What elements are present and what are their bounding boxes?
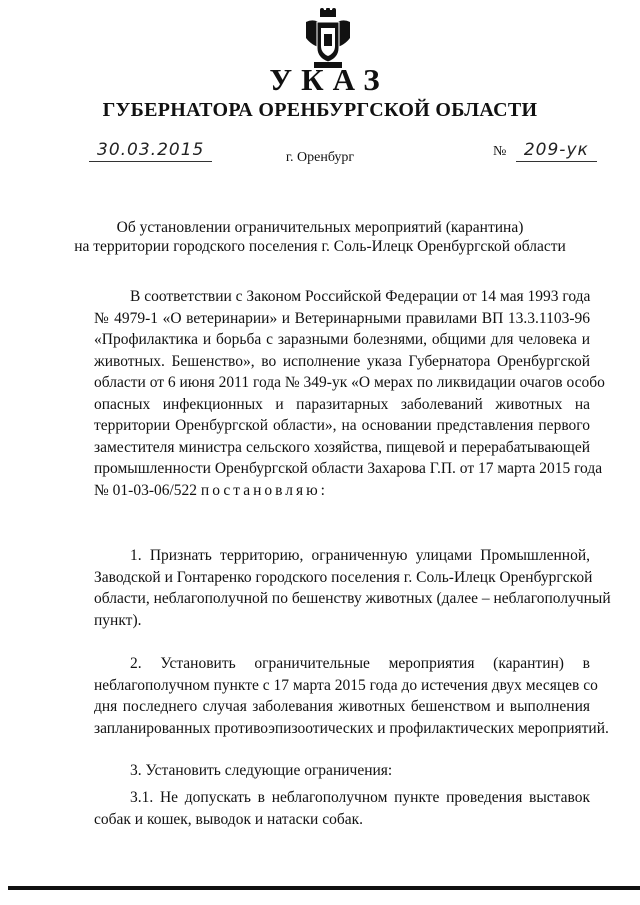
subject-line: Об установлении ограничительных мероприятий (карантина) bbox=[116, 219, 524, 236]
document-city: г. Оренбург bbox=[285, 150, 355, 165]
item-2-paragraph bbox=[94, 653, 609, 739]
text-line: территории Оренбургской области», на основании представления первого bbox=[94, 417, 590, 434]
text-line: 3.1. Не допускать в неблагополучном пункте проведения выставок bbox=[130, 789, 590, 806]
text-line: Заводской и Гонтаренко городского поселения г. Соль-Илецк Оренбургской bbox=[94, 568, 593, 586]
text-line: промышленности Оренбургской области Захарова Г.П. от 17 марта 2015 года bbox=[94, 460, 603, 477]
document-subject bbox=[60, 218, 580, 256]
number-value: 209-ук bbox=[516, 140, 597, 162]
text-line bbox=[94, 480, 590, 502]
text-line: 3. Установить следующие ограничения: bbox=[130, 762, 393, 779]
date-value: 30.03.2015 bbox=[89, 140, 212, 162]
number-label: № bbox=[493, 144, 507, 159]
item-1-paragraph bbox=[94, 545, 611, 631]
text-line: запланированных противоэпизоотических и профилактических мероприятий. bbox=[94, 719, 609, 737]
text-line: области от 6 июня 2011 года № 349-ук «О мерах по ликвидации очагов особо bbox=[94, 374, 605, 391]
text-line: заместителя министра сельского хозяйства, пищевой и перерабатывающей bbox=[94, 438, 590, 456]
text-line: «Профилактика и борьба с заразными болезнями, общими для человека и bbox=[94, 331, 590, 348]
item-3-1-paragraph bbox=[94, 787, 590, 830]
decree-reference: № 01-03-06/522 bbox=[94, 481, 201, 499]
document-subtitle: ГУБЕРНАТОРА ОРЕНБУРГСКОЙ ОБЛАСТИ bbox=[102, 99, 538, 121]
preamble-paragraph bbox=[94, 286, 605, 501]
text-line: 2. Установить ограничительные мероприятия (карантин) в bbox=[130, 655, 590, 672]
document-title: УКАЗ bbox=[269, 62, 389, 97]
text-line: дня последнего случая заболевания животных бешенством и выполнения bbox=[94, 698, 590, 715]
decree-verb: постановляю: bbox=[200, 481, 328, 499]
text-line: области, неблагополучной по бешенству животных (далее – неблагополучный bbox=[94, 590, 611, 607]
item-3-paragraph bbox=[94, 760, 590, 782]
text-line: 1. Признать территорию, ограниченную улицами Промышленной, bbox=[130, 547, 590, 564]
document-number bbox=[493, 140, 597, 162]
text-line: № 4979-1 «О ветеринарии» и Ветеринарными правилами ВП 13.3.1103-96 bbox=[94, 309, 590, 327]
coat-of-arms-icon bbox=[302, 8, 354, 70]
page-bottom-rule bbox=[8, 886, 640, 890]
text-line: животных. Бешенство», во исполнение указа Губернатора Оренбургской bbox=[94, 352, 590, 370]
text-line: опасных инфекционных и паразитарных заболеваний животных на bbox=[94, 395, 590, 413]
text-line: В соответствии с Законом Российской Федерации от 14 мая 1993 года bbox=[130, 288, 591, 305]
text-line: неблагополучном пункте с 17 марта 2015 года до истечения двух месяцев со bbox=[94, 676, 598, 694]
text-line: пункт). bbox=[94, 611, 142, 629]
subject-line: на территории городского поселения г. Соль-Илецк Оренбургской области bbox=[74, 238, 566, 255]
text-line: собак и кошек, выводок и натаски собак. bbox=[94, 810, 364, 828]
